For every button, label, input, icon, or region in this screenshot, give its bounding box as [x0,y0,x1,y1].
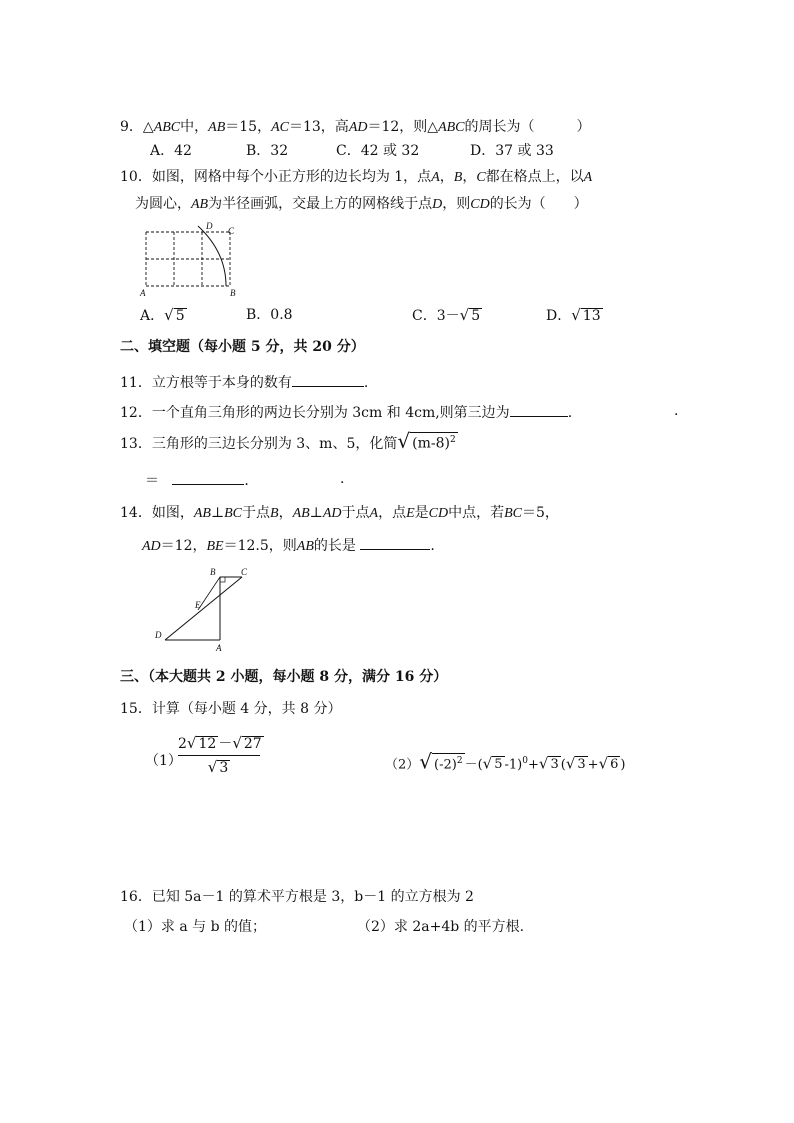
question-12: 12．一个直角三角形的两边长分别为 3cm 和 4cm,则第三边为 . [120,402,572,422]
q10-number: 10． [120,169,152,185]
q10-grid-figure [138,222,248,298]
q13-answer-blank[interactable] [172,470,244,485]
question-9: 9．△ABC中，AB＝15，AC＝13，高AD＝12，则△ABC的周长为（ ） [120,119,591,135]
question-16: 16．已知 5a－1 的算术平方根是 3，b－1 的立方根为 2 [120,889,474,905]
q14-answer-blank[interactable] [360,535,430,550]
question-13: 13．三角形的三边长分别为 3、m、5，化简√ $(m-8)^2$ [120,429,456,453]
q16-part2: （2）求 2a+4b 的平方根. [357,919,525,935]
q15-part2: （2）√ $(-2)^2$ －(√ 5 -1)$^0$+√ 3 (√ 3 +√ 6 ) [385,749,626,774]
section-3-heading: 三、（本大题共 2 小题，每小题 8 分，满分 16 分） [120,669,448,685]
section-2-heading: 二、填空题（每小题 5 分，共 20 分） [120,339,365,355]
q15-part1-fraction [178,734,260,777]
q9-option-d[interactable]: D．37 或 33 [470,143,554,159]
question-11: 11．立方根等于本身的数有 . [120,372,368,392]
fig10-label-b: B [230,288,236,298]
q10-option-d[interactable]: D．√ 13 [546,306,601,324]
fig10-label-d: D [206,222,213,231]
q12-trailing-dot: . [674,403,679,419]
question-10: 10．如图，网格中每个小正方形的边长均为 1，点A，B，C都在格点上，以A [120,169,593,185]
q10-line-2: 为圆心，AB为半径画弧，交最上方的网格线于点D，则CD的长为（ ） [135,196,588,212]
fig14-label-e: E [195,600,201,610]
q9-option-b[interactable]: B．32 [246,143,289,159]
fig14-label-b: B [210,567,216,577]
q10-option-c[interactable]: C．3－√ 5 [412,306,481,324]
question-14: 14．如图，AB⊥BC于点B，AB⊥AD于点A，点E是CD中点，若BC＝5， [120,505,559,521]
question-15: 15．计算（每小题 4 分，共 8 分） [120,701,342,717]
q13-trailing-dot: . [340,471,345,487]
q9-option-a[interactable]: A．42 [150,143,192,159]
fig10-label-c: C [228,226,235,236]
q14-figure [150,562,260,654]
q13-answer-line: ＝ . [145,470,249,490]
q15-part1-label: （1） [145,753,182,769]
q12-answer-blank[interactable] [510,402,568,417]
fig10-label-a: A [140,288,146,298]
q10-option-a[interactable]: A．√ 5 [140,306,185,324]
q9-option-c[interactable]: C．42 或 32 [336,143,420,159]
q16-part1: （1）求 a 与 b 的值； [124,919,267,935]
q11-answer-blank[interactable] [292,372,364,387]
q15-part1-denominator: √ 3 [207,758,229,776]
grid-lines [146,232,230,286]
q14-line-2: AD＝12，BE＝12.5，则AB的长是 . [142,535,435,556]
q10-option-b[interactable]: B．0.8 [246,307,293,323]
q13-radicand: $(m-8)^2$ [410,432,458,452]
q15-part1-numerator: 2√ 12 －√ 27 [178,734,262,752]
q9-number: 9． [120,119,143,135]
fig14-label-c: C [241,567,248,577]
fig14-label-d: D [155,630,162,640]
fig14-label-a: A [216,643,222,653]
